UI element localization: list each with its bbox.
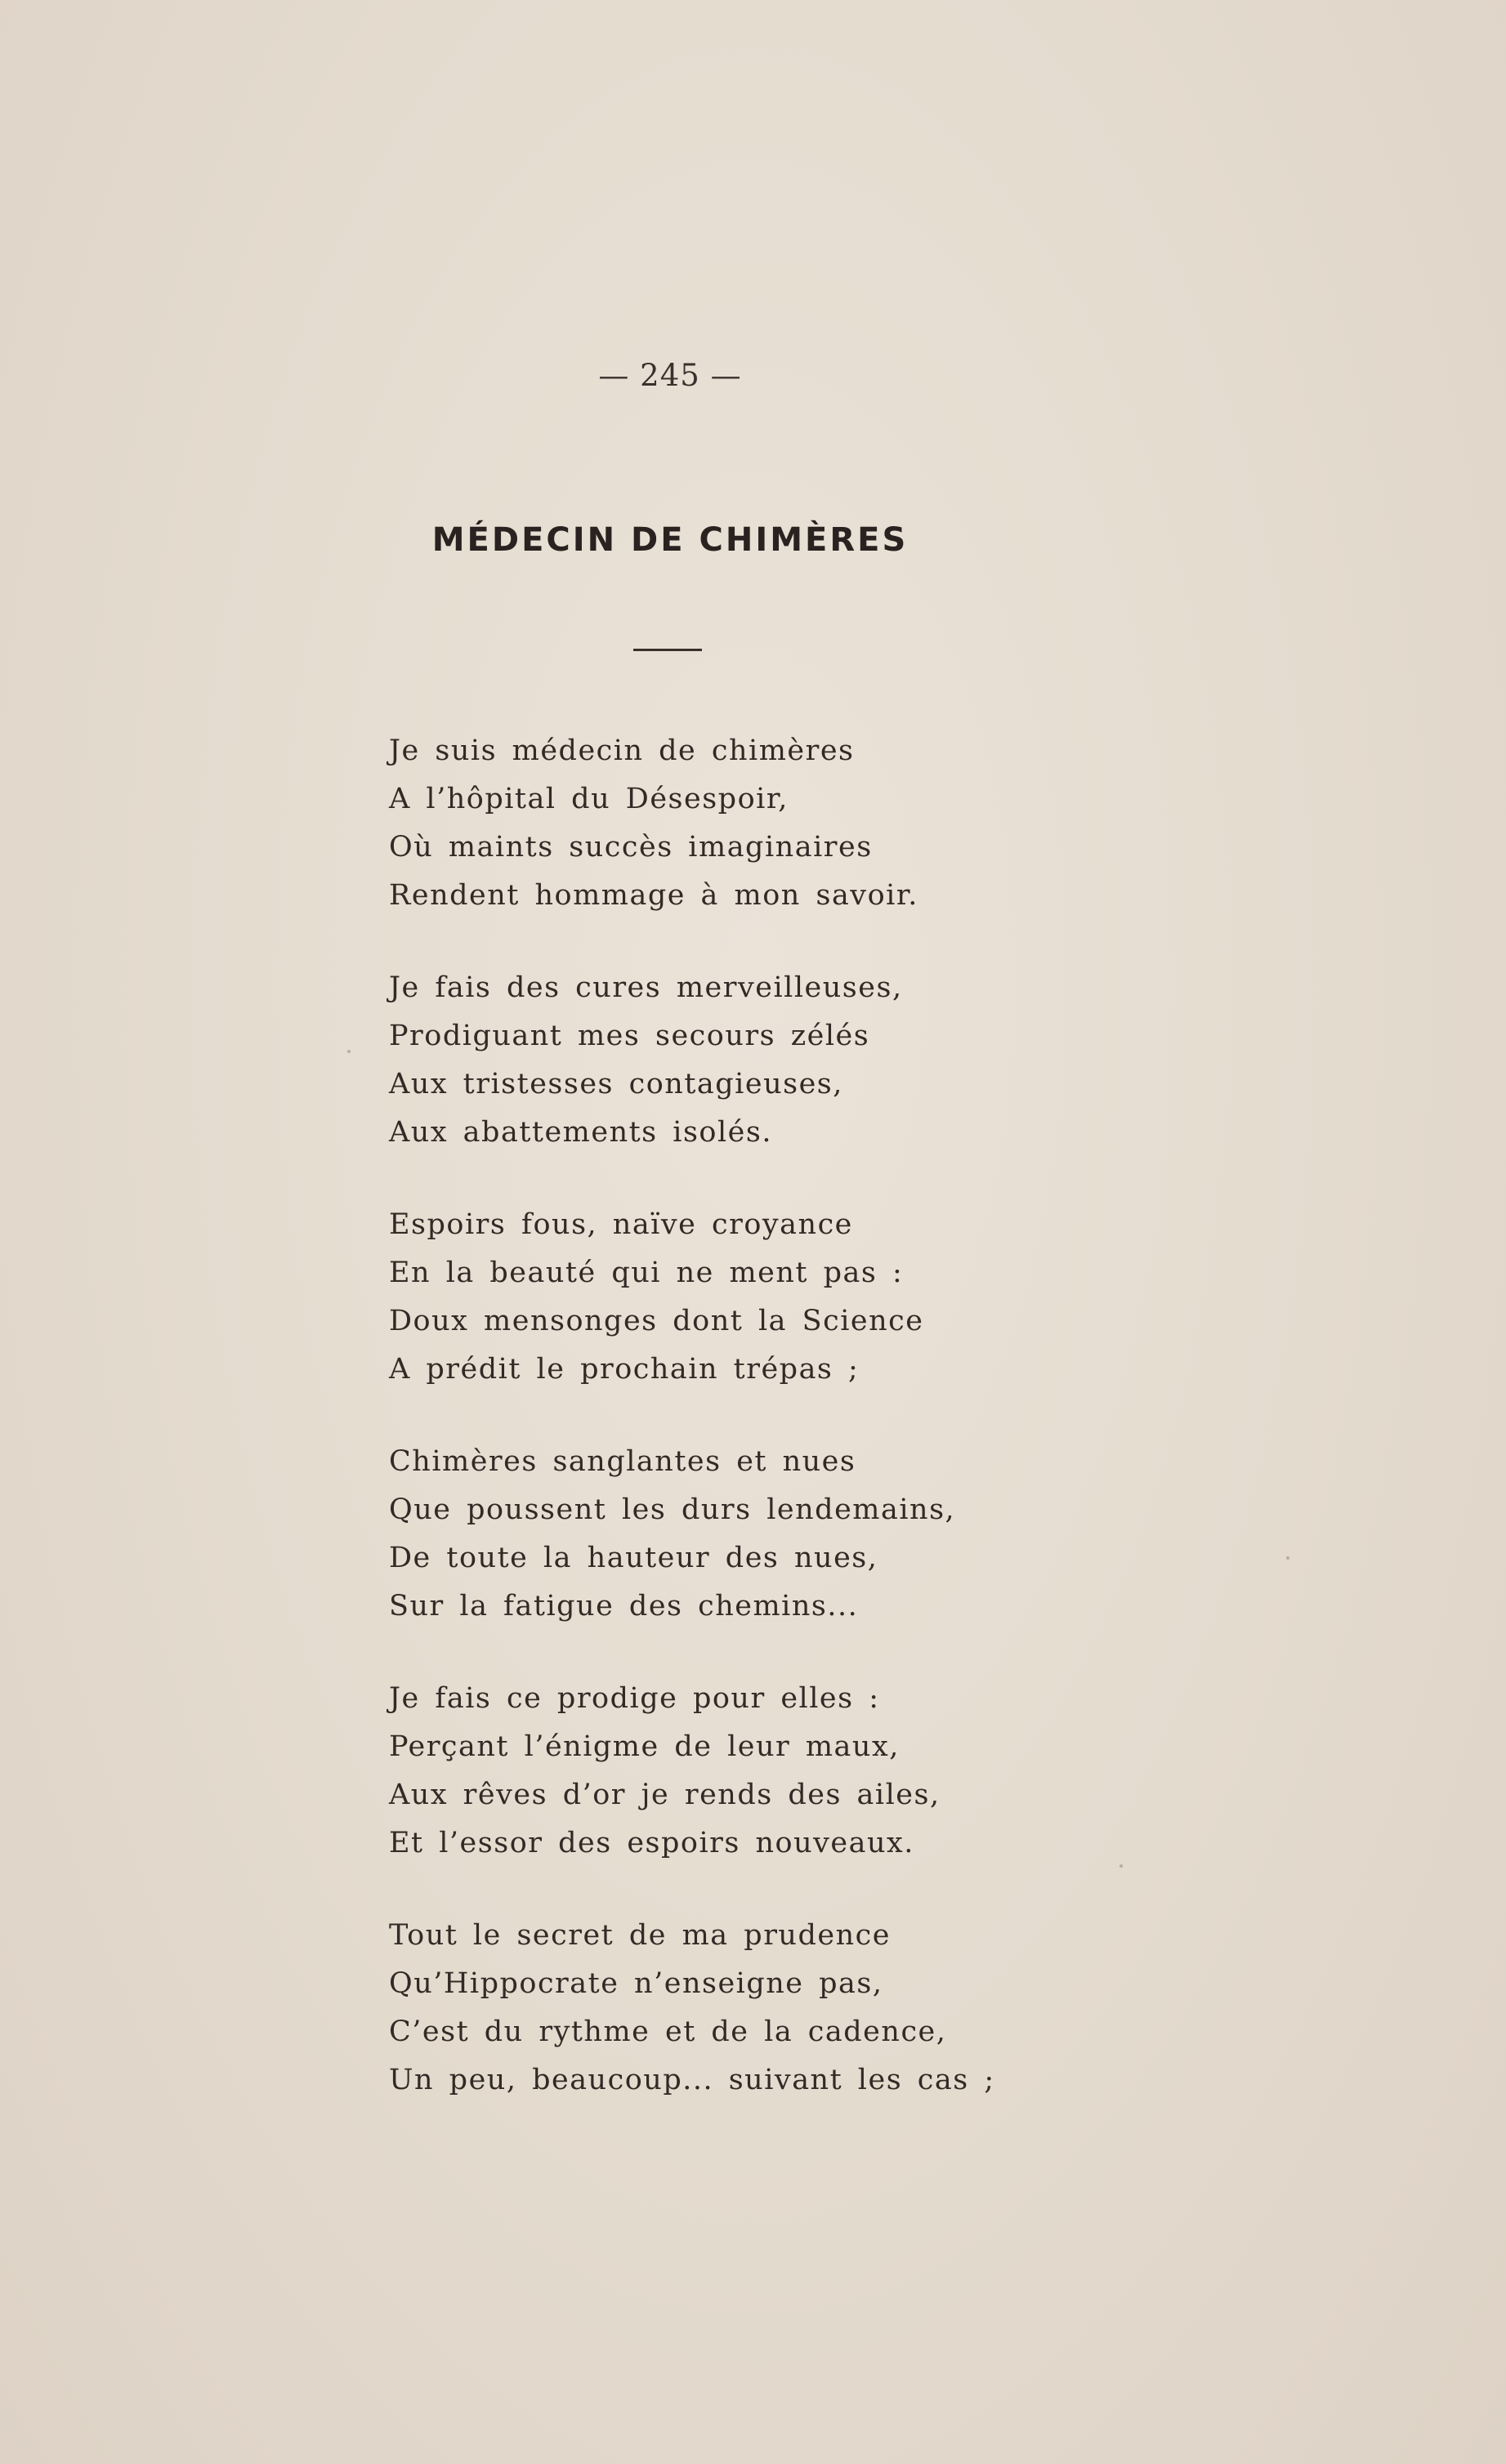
page-number: — 245 —: [598, 358, 742, 393]
poem-line: Tout le secret de ma prudence: [389, 1919, 891, 1952]
poem-line: C’est du rythme et de la cadence,: [389, 2015, 947, 2048]
poem-line: Sur la fatigue des chemins...: [389, 1590, 859, 1623]
poem-line: Où maints succès imaginaires: [389, 831, 873, 864]
poem-line: Prodiguant mes secours zélés: [389, 1020, 870, 1052]
poem-line: Rendent hommage à mon savoir.: [389, 879, 918, 912]
poem-line: Qu’Hippocrate n’enseigne pas,: [389, 1967, 883, 2000]
stanza: [389, 1912, 1010, 2105]
poem-line: Un peu, beaucoup... suivant les cas ;: [389, 2064, 995, 2096]
stanza: [389, 1675, 1010, 1868]
poem-line: En la beauté qui ne ment pas :: [389, 1257, 904, 1289]
paper-speck: [1119, 1864, 1123, 1868]
poem-line: Perçant l’énigme de leur maux,: [389, 1730, 900, 1763]
title-divider: [633, 649, 702, 651]
poem-line: Aux abattements isolés.: [389, 1116, 772, 1149]
poem-line: Que poussent les durs lendemains,: [389, 1493, 956, 1526]
poem-line: A prédit le prochain trépas ;: [389, 1353, 860, 1386]
poem-line: Chimères sanglantes et nues: [389, 1445, 856, 1478]
poem-line: De toute la hauteur des nues,: [389, 1542, 878, 1574]
poem-line: Doux mensonges dont la Science: [389, 1305, 924, 1337]
poem-line: Je fais des cures merveilleuses,: [389, 971, 903, 1004]
poem-line: Espoirs fous, naïve croyance: [389, 1208, 853, 1241]
stanza: [389, 1201, 1010, 1394]
poem-line: Et l’essor des espoirs nouveaux.: [389, 1827, 914, 1859]
poem-body: [389, 727, 1010, 2149]
stanza: [389, 1438, 1010, 1631]
stanza: [389, 964, 1010, 1157]
stanza: [389, 727, 1010, 920]
paper-speck: [347, 1050, 351, 1053]
poem-line: Je fais ce prodige pour elles :: [389, 1682, 880, 1715]
poem-line: Aux rêves d’or je rends des ailes,: [389, 1779, 941, 1811]
poem-line: A l’hôpital du Désespoir,: [389, 783, 789, 815]
poem-line: Je suis médecin de chimères: [389, 734, 855, 767]
paper-speck: [1286, 1556, 1289, 1560]
poem-title: MÉDECIN DE CHIMÈRES: [431, 521, 909, 559]
poem-line: Aux tristesses contagieuses,: [389, 1068, 843, 1100]
